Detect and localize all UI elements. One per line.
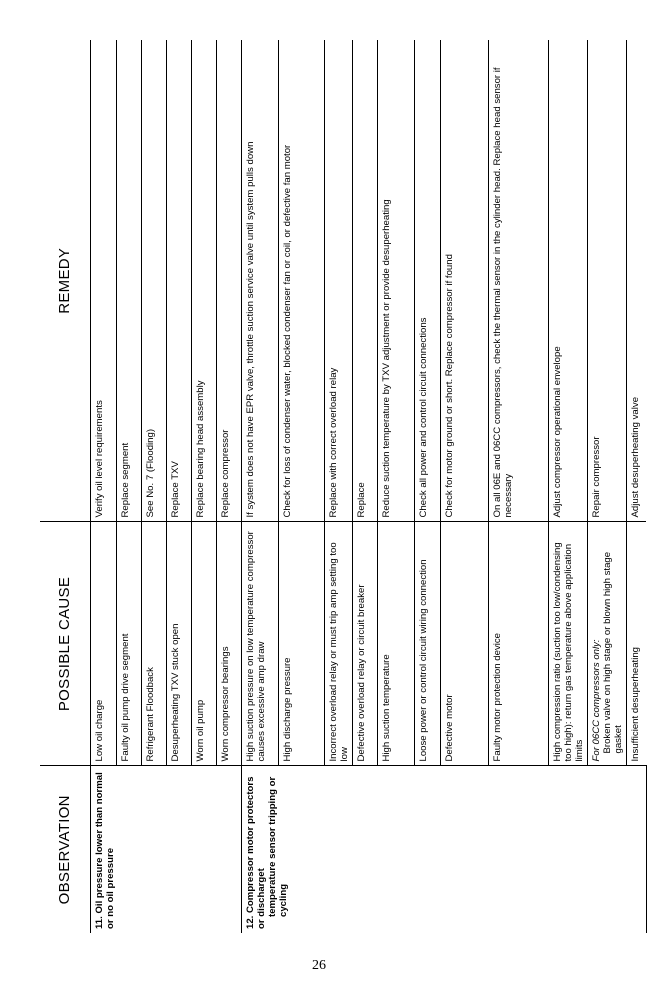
- troubleshooting-table: [40, 40, 647, 933]
- observation-11: 11. Oil pressure lower than normal or no oil pressure: [90, 766, 241, 933]
- remedy-cell: Check for loss of condenser water, blocked condenser fan or coil, or defective fan motor: [278, 40, 324, 522]
- cause-note-text: Broken valve on high stage or blown high stage gasket: [601, 551, 624, 754]
- observation-12: [241, 766, 646, 933]
- table-row: [241, 40, 278, 933]
- page-number: 26: [312, 958, 326, 973]
- cause-cell: High compression ratio (suction too low/condensing too high): return gas temperature above application limits: [548, 522, 587, 766]
- cause-cell: Loose power or control circuit wiring connection: [414, 522, 440, 766]
- table-row: [90, 40, 116, 933]
- cause-cell: Faulty motor protection device: [488, 522, 548, 766]
- cause-cell: High discharge pressure: [278, 522, 324, 766]
- cause-cell: Faulty oil pump drive segment: [116, 522, 141, 766]
- cause-cell: Low oil charge: [90, 522, 116, 766]
- cause-cell: Worn oil pump: [191, 522, 216, 766]
- remedy-cell: Verify oil level requirements: [90, 40, 116, 522]
- cause-cell: Defective overload relay or circuit breaker: [352, 522, 377, 766]
- remedy-cell: Reduce suction temperature by TXV adjustment or provide desuperheating: [377, 40, 414, 522]
- remedy-cell: Adjust desuperheating valve: [626, 40, 646, 522]
- remedy-cell: Check all power and control circuit connections: [414, 40, 440, 522]
- cause-note-italic: For 06CC compressors only:: [590, 639, 602, 762]
- cause-cell: Insufficient desuperheating: [626, 522, 646, 766]
- cause-cell: Defective motor: [440, 522, 488, 766]
- cause-cell: Refrigerant Floodback: [141, 522, 166, 766]
- remedy-cell: If system does not have EPR valve, throttle suction service valve until system pulls down: [241, 40, 278, 522]
- cause-cell: Worn compressor bearings: [216, 522, 241, 766]
- remedy-header: REMEDY: [40, 40, 90, 522]
- cause-cell: High suction temperature: [377, 522, 414, 766]
- remedy-cell: Replace with correct overload relay: [324, 40, 352, 522]
- remedy-cell: Replace segment: [116, 40, 141, 522]
- cause-cell: [587, 522, 626, 766]
- cause-cell: High suction pressure on low temperature compressor causes excessive amp draw: [241, 522, 278, 766]
- observation-12-line1: 12. Compressor motor protectors or discharget: [244, 776, 267, 929]
- observation-12-line2: temperature sensor tripping or cycling: [266, 776, 289, 917]
- header-row: [40, 40, 90, 933]
- possible-cause-header: POSSIBLE CAUSE: [40, 522, 90, 766]
- rotated-table-container: [40, 40, 641, 933]
- remedy-cell: Check for motor ground or short. Replace compressor if found: [440, 40, 488, 522]
- remedy-cell: Replace TXV: [166, 40, 191, 522]
- remedy-cell: Replace bearing head assembly: [191, 40, 216, 522]
- observation-header: OBSERVATION: [40, 766, 90, 933]
- remedy-cell: On all 06E and 06CC compressors, check the thermal sensor in the cylinder head. Replace head sensor if necessary: [488, 40, 548, 522]
- remedy-cell: Adjust compressor operational envelope: [548, 40, 587, 522]
- remedy-cell: See No. 7 (Flooding): [141, 40, 166, 522]
- remedy-cell: Replace: [352, 40, 377, 522]
- cause-cell: Incorrect overload relay or must trip amp setting too low: [324, 522, 352, 766]
- remedy-cell: Replace compressor: [216, 40, 241, 522]
- cause-cell: Desuperheating TXV stuck open: [166, 522, 191, 766]
- remedy-cell: Repair compressor: [587, 40, 626, 522]
